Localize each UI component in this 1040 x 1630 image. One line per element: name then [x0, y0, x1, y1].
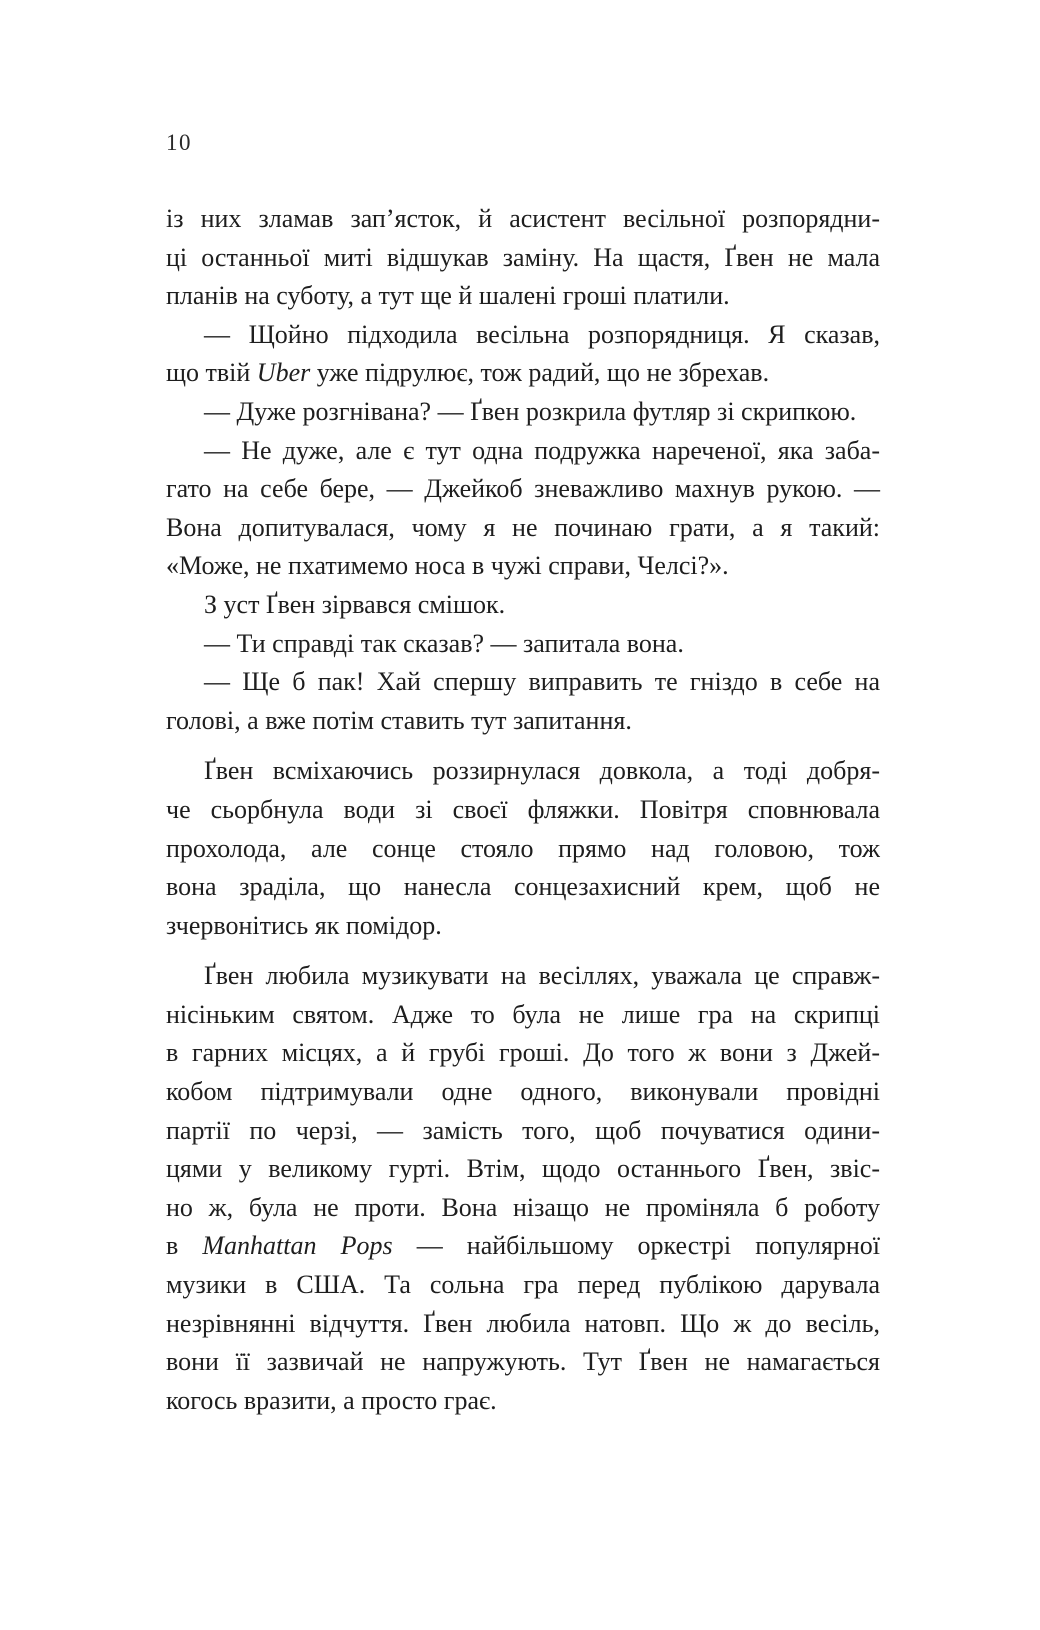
text-line: вона зраділа, що нанесла сонцезахисний крем, щоб не	[166, 872, 880, 902]
text-line: ці останньої миті відшукав заміну. На щастя, Ґвен не мала	[166, 242, 880, 272]
text-line: З уст Ґвен зірвався смішок.	[204, 589, 506, 619]
paragraph-4	[166, 432, 880, 586]
text-segment: — найбільшому оркестрі популярної	[392, 1231, 881, 1261]
text-line: че сьорбнула води зі своєї фляжки. Повітря сповнювала	[166, 794, 880, 824]
text-line: в гарних місцях, а й грубі гроші. До того ж вони з Джей-	[166, 1038, 880, 1068]
text-line: Ґвен всміхаючись роззирнулася довкола, а тоді добря-	[204, 756, 880, 786]
paragraph-6	[166, 625, 880, 664]
text-line: — Щойно підходила весільна розпорядниця. Я сказав,	[204, 319, 880, 349]
text-segment: що твій	[166, 358, 257, 388]
paragraph-8	[166, 752, 880, 945]
text-line	[166, 1227, 880, 1266]
text-line: вони її зазвичай не напружують. Тут Ґвен не намагається	[166, 1347, 880, 1377]
paragraph-9	[166, 957, 880, 1420]
text-line: кобом підтримували одне одного, виконували провідні	[166, 1077, 880, 1107]
paragraph-5	[166, 586, 880, 625]
text-line: гато на себе бере, — Джейкоб зневажливо махнув рукою. —	[166, 474, 880, 504]
text-line: планів на суботу, а тут ще й шалені гроші платили.	[166, 281, 730, 311]
paragraph-1	[166, 200, 880, 316]
page-number: 10	[166, 130, 192, 155]
text-segment: уже підрулює, тож радий, що не збрехав.	[310, 358, 770, 388]
italic-text: Uber	[256, 358, 311, 388]
paragraph-7	[166, 663, 880, 740]
italic-text: Manhattan Pops	[202, 1231, 393, 1261]
text-line: із них зламав зап’ясток, й асистент весільної розпорядни-	[166, 204, 880, 233]
text-line: нісіньким святом. Адже то була не лише гра на скрипці	[166, 999, 880, 1029]
paragraph-3	[166, 393, 880, 432]
text-line	[166, 354, 880, 393]
text-line: цями у великому гурті. Втім, щодо останнього Ґвен, звіс-	[166, 1154, 880, 1184]
text-segment: в	[166, 1231, 203, 1261]
text-line: партії по черзі, — замість того, щоб почуватися одини-	[166, 1115, 880, 1145]
text-line: Ґвен любила музикувати на весіллях, уважала це справж-	[204, 961, 880, 991]
text-line: когось вразити, а просто грає.	[166, 1385, 497, 1415]
text-line: прохолода, але сонце стояло прямо над головою, тож	[166, 833, 880, 863]
text-line: — Дуже розгнівана? — Ґвен розкрила футляр зі скрипкою.	[204, 396, 857, 426]
text-line: зчервонітись як помідор.	[166, 910, 442, 940]
text-line: голові, а вже потім ставить тут запитання.	[166, 705, 632, 735]
text-line: — Ще б пак! Хай спершу виправить те гніздо в себе на	[204, 667, 880, 697]
text-line: незрівнянні відчуття. Ґвен любила натовп. Що ж до весіль,	[166, 1308, 880, 1338]
text-line: — Не дуже, але є тут одна подружка нареченої, яка заба-	[204, 435, 880, 465]
text-line: «Може, не пхатимемо носа в чужі справи, Челсі?».	[166, 551, 729, 581]
text-line: музики в США. Та сольна гра перед публікою дарувала	[166, 1270, 880, 1300]
text-line: но ж, була не проти. Вона нізащо не проміняла б роботу	[166, 1192, 880, 1222]
text-line: Вона допитувалася, чому я не починаю грати, а я такий:	[166, 512, 880, 542]
text-block	[166, 200, 880, 1420]
text-line: — Ти справді так сказав? — запитала вона.	[204, 628, 684, 658]
paragraph-2	[166, 316, 880, 393]
